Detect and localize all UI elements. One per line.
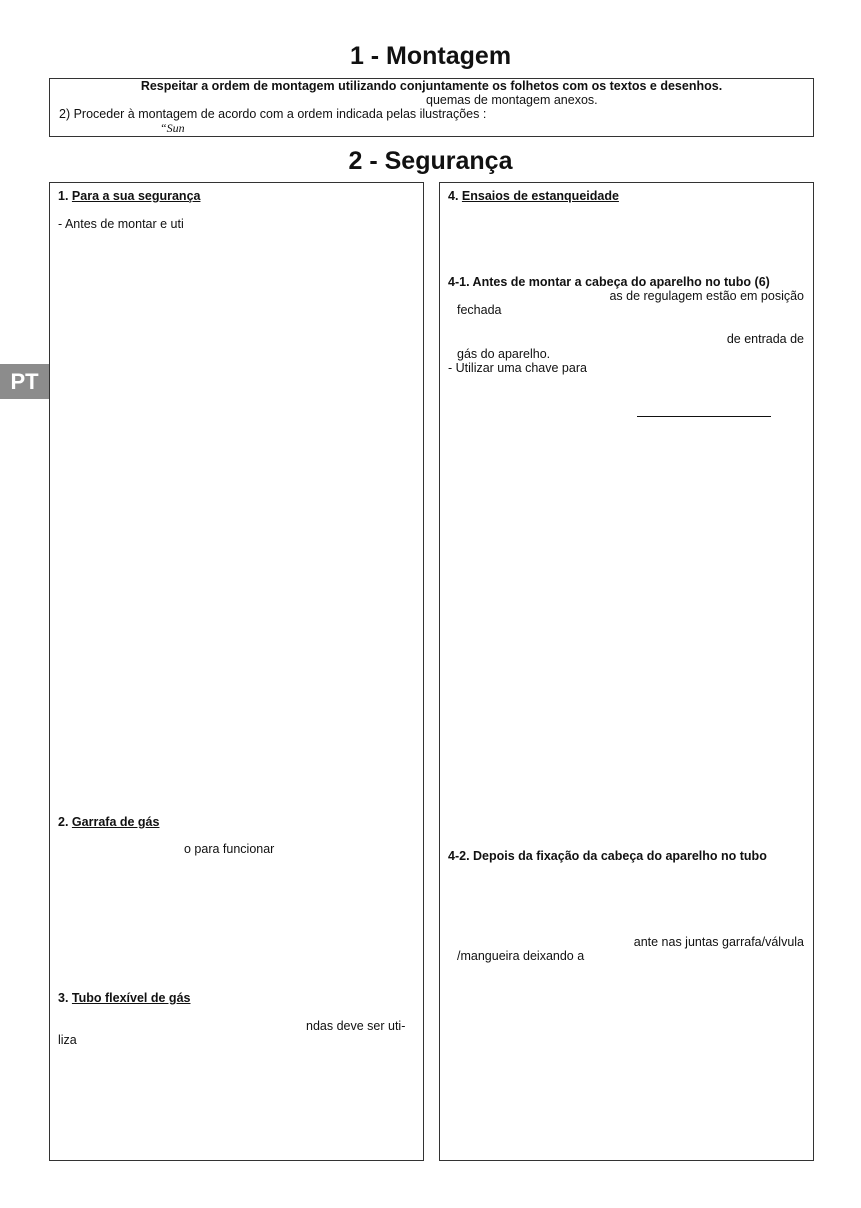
leak-test-before-line-2: fechada <box>457 303 502 317</box>
leak-test-number: 4. <box>448 189 459 203</box>
gas-hose-text-1: ndas deve ser uti- <box>306 1019 406 1033</box>
safety-heading <box>58 189 200 203</box>
gas-bottle-heading <box>58 815 159 829</box>
gas-bottle-number: 2. <box>58 815 69 829</box>
leak-test-title: Ensaios de estanqueidade <box>461 189 619 203</box>
leak-test-before-line-4: gás do aparelho. <box>457 347 551 361</box>
leak-test-before-line-3: de entrada de <box>726 332 804 346</box>
gas-hose-title: Tubo flexível de gás <box>71 991 191 1005</box>
assembly-instruction-3: 2) Proceder à montagem de acordo com a ordem indicada pelas ilustrações : <box>59 107 487 121</box>
gas-bottle-text: o para funcionar <box>184 842 275 856</box>
leak-test-heading <box>448 189 619 203</box>
section-1-title: 1 - Montagem <box>349 42 512 70</box>
safety-text: - Antes de montar e uti <box>58 217 184 231</box>
leak-test-after-line-2: /mangueira deixando a <box>457 949 585 963</box>
right-column <box>439 182 814 1161</box>
leak-test-after-line-1: ante nas juntas garrafa/válvula <box>633 935 804 949</box>
safety-title: Para a sua segurança <box>71 189 201 203</box>
assembly-instruction-2: quemas de montagem anexos. <box>426 93 598 107</box>
gas-bottle-title: Garrafa de gás <box>71 815 160 829</box>
language-tab: PT <box>0 364 49 399</box>
gas-hose-text-2: liza <box>58 1033 77 1047</box>
assembly-instruction-4: “Sun <box>160 121 185 135</box>
leak-test-before-title: 4-1. Antes de montar a cabeça do aparelho no tubo (6) <box>448 275 770 289</box>
assembly-instruction-1: Respeitar a ordem de montagem utilizando conjuntamente os folhetos com os textos e desenhos. <box>140 79 723 93</box>
safety-number: 1. <box>58 189 69 203</box>
left-column <box>49 182 424 1161</box>
section-2-title: 2 - Segurança <box>348 147 513 175</box>
fill-in-line <box>637 416 771 417</box>
gas-hose-heading <box>58 991 190 1005</box>
leak-test-before-line-1: as de regulagem estão em posição <box>609 289 804 303</box>
gas-hose-number: 3. <box>58 991 69 1005</box>
assembly-box <box>49 78 814 137</box>
leak-test-after-title: 4-2. Depois da fixação da cabeça do aparelho no tubo <box>448 849 767 863</box>
leak-test-before-line-5: - Utilizar uma chave para <box>448 361 587 375</box>
